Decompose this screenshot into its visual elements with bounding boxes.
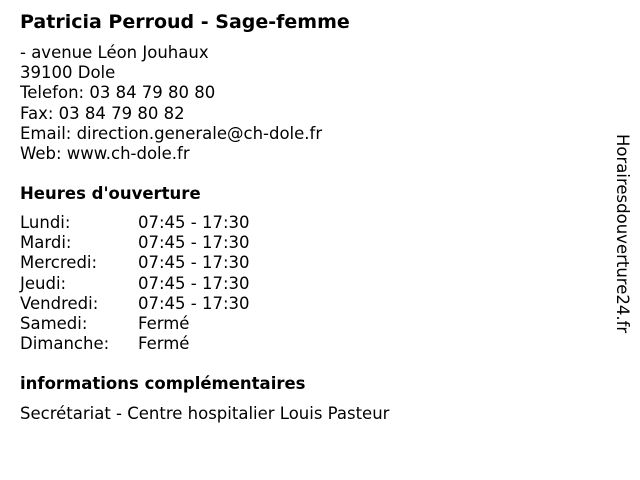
hours-heading: Heures d'ouverture <box>20 184 201 203</box>
hours-row-friday <box>20 294 320 314</box>
time-value: 07:45 - 17:30 <box>138 213 250 232</box>
time-value: Fermé <box>138 313 190 333</box>
time-value: 07:45 - 17:30 <box>138 253 250 273</box>
address-street: - avenue Léon Jouhaux <box>20 43 209 62</box>
hours-row-wednesday <box>20 253 320 273</box>
email-address: Email: direction.generale@ch-dole.fr <box>20 123 323 143</box>
website: Web: www.ch-dole.fr <box>20 143 190 163</box>
hours-row-sunday <box>20 334 320 354</box>
day-label: Mercredi: <box>20 253 98 273</box>
page-title: Patricia Perroud - Sage-femme <box>20 11 350 33</box>
hours-row-tuesday <box>20 233 320 253</box>
address-block <box>20 43 322 164</box>
time-value: Fermé <box>138 334 190 354</box>
day-label: Samedi: <box>20 313 88 333</box>
phone-number: Telefon: 03 84 79 80 80 <box>20 83 216 103</box>
hours-row-monday <box>20 213 320 233</box>
day-label: Dimanche: <box>20 334 110 354</box>
time-value: 07:45 - 17:30 <box>138 233 250 253</box>
fax-number: Fax: 03 84 79 80 82 <box>20 103 185 123</box>
day-label: Lundi: <box>20 213 71 232</box>
info-heading: informations complémentaires <box>20 374 306 393</box>
day-label: Mardi: <box>20 233 72 253</box>
address-city: 39100 Dole <box>20 63 116 83</box>
day-label: Vendredi: <box>20 293 99 313</box>
hours-row-thursday <box>20 274 320 294</box>
opening-hours-list <box>20 213 320 354</box>
hours-row-saturday <box>20 314 320 334</box>
site-watermark: Horairesdouverture24.fr <box>613 134 632 334</box>
info-text: Secrétariat - Centre hospitalier Louis Pasteur <box>20 404 390 423</box>
time-value: 07:45 - 17:30 <box>138 293 250 313</box>
time-value: 07:45 - 17:30 <box>138 273 250 293</box>
day-label: Jeudi: <box>20 273 67 293</box>
